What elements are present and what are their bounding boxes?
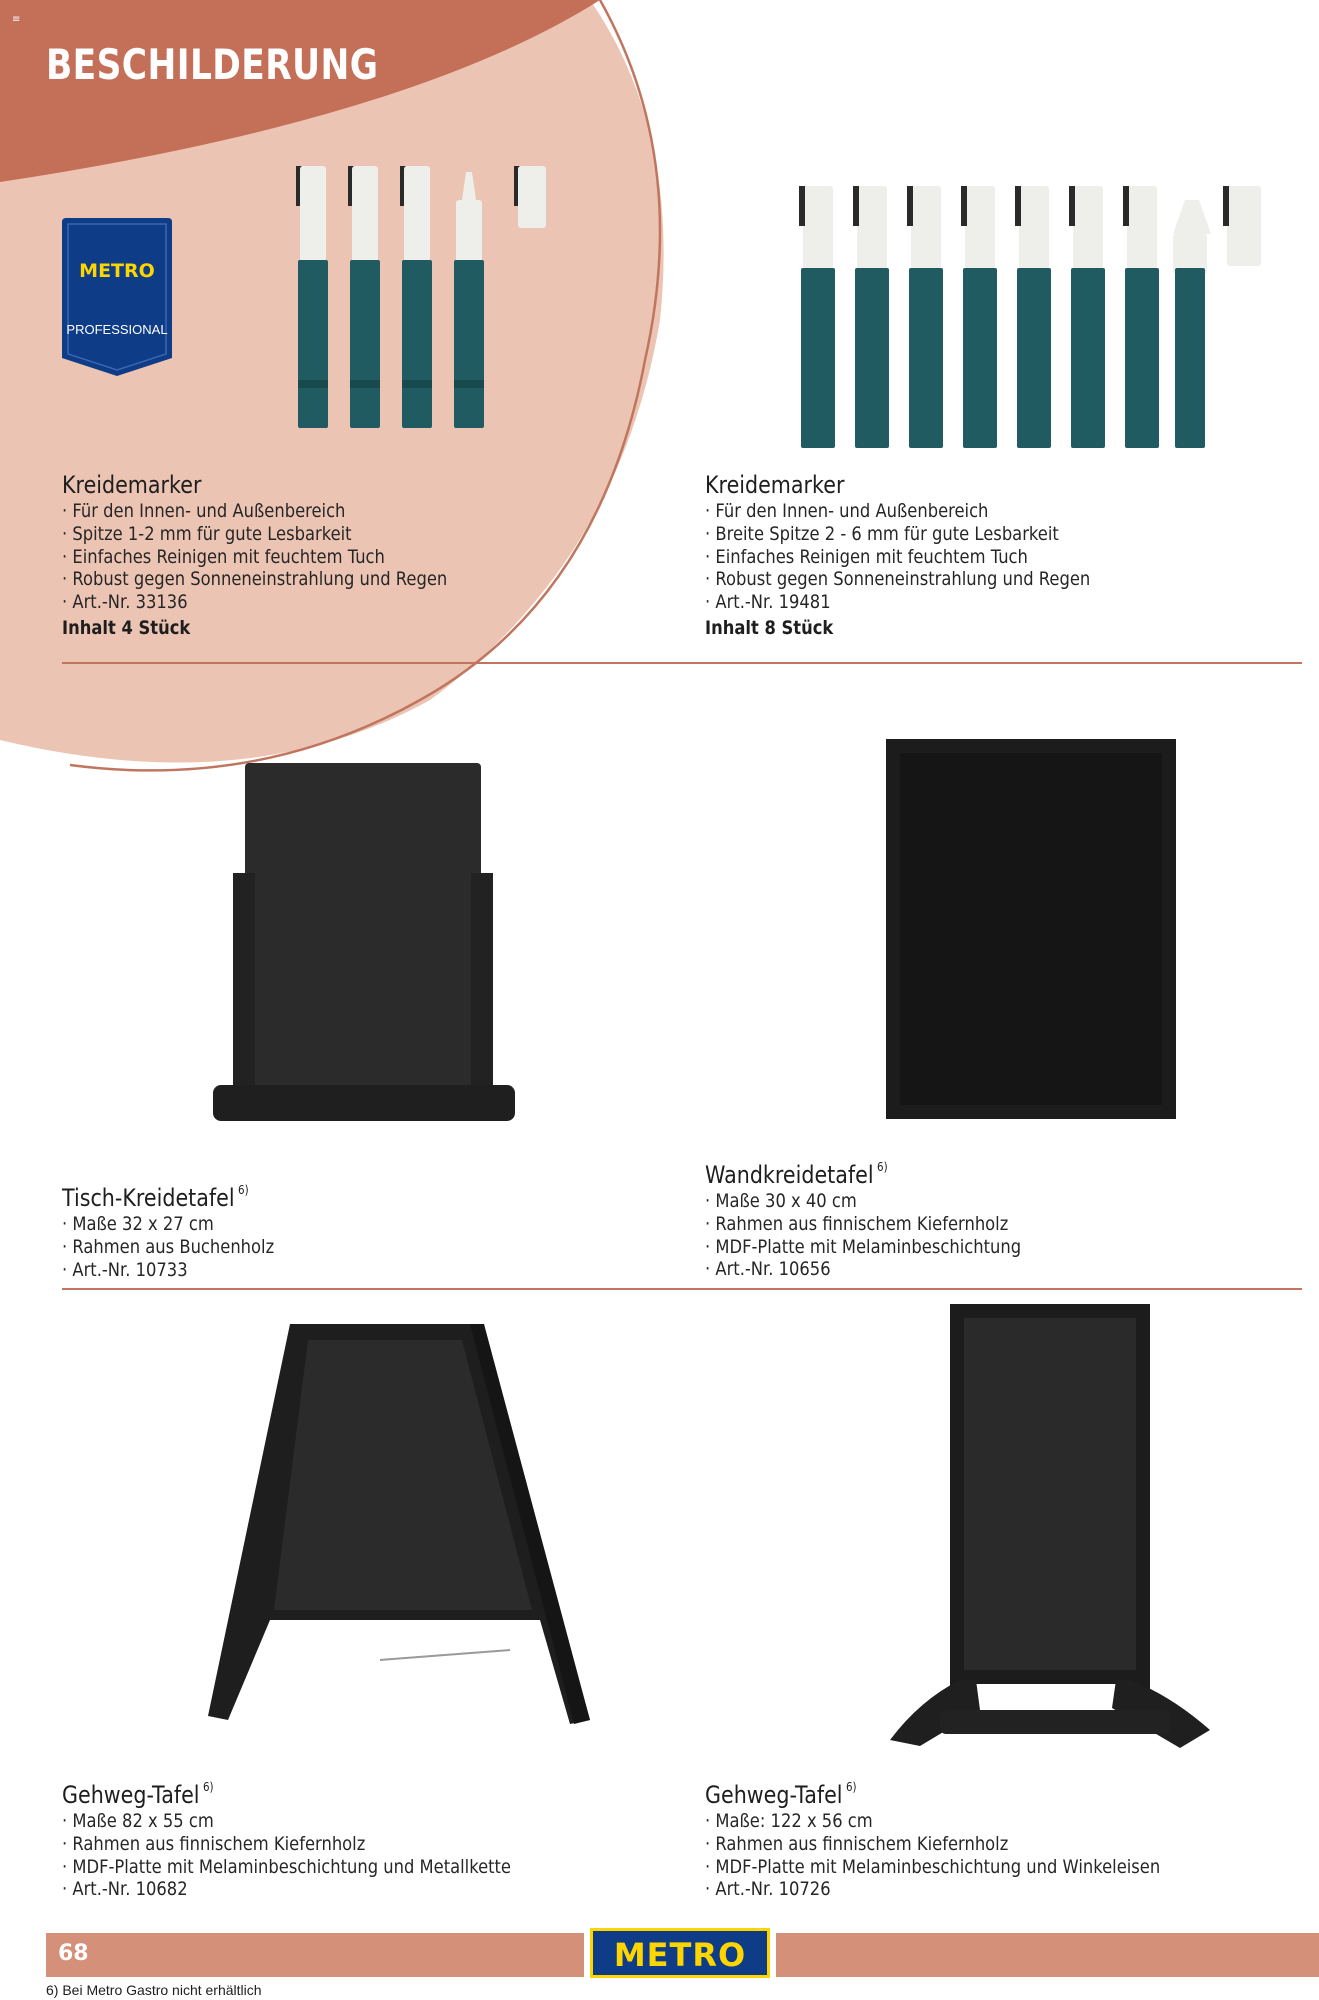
product-card-gehweg-tafel-b [705, 1772, 1305, 1901]
product-card-tisch-kreidetafel [62, 1175, 662, 1281]
feature-list [62, 500, 662, 614]
feature-item: · Maße 30 x 40 cm [705, 1190, 1221, 1213]
marker [296, 166, 328, 428]
feature-list [62, 1810, 662, 1901]
footnote-ref: 6) [845, 1780, 857, 1794]
section-divider [62, 662, 1302, 664]
footnote-ref: 6) [202, 1780, 214, 1794]
logo-text: METRO [613, 1936, 747, 1974]
footer-bar [46, 1933, 584, 1977]
metro-professional-badge [62, 218, 172, 376]
footnote-ref: 6) [877, 1160, 888, 1174]
feature-list [705, 500, 1305, 614]
marker [348, 166, 380, 428]
feature-item: · Maße: 122 x 56 cm [705, 1810, 1221, 1833]
wall-chalkboard-image [880, 735, 1180, 1125]
product-card-kreidemarker-4 [62, 470, 662, 642]
open-marker [454, 172, 484, 428]
feature-item: · Art.-Nr. 10656 [705, 1258, 1221, 1281]
feature-item: · Art.-Nr. 10733 [62, 1259, 578, 1282]
feature-list [705, 1190, 1305, 1281]
metro-logo [590, 1928, 770, 1978]
feature-item: · Art.-Nr. 10726 [705, 1878, 1221, 1901]
feature-item: · MDF-Platte mit Melaminbeschichtung [705, 1236, 1221, 1259]
chalk-marker-8-pack-image [795, 178, 1275, 458]
feature-item: · Art.-Nr. 10682 [62, 1878, 578, 1901]
feature-item: · Rahmen aus finnischem Kiefernholz [705, 1213, 1221, 1236]
chalk-marker-4-pack-image [280, 160, 560, 470]
feature-item: · Rahmen aus Buchenholz [62, 1236, 578, 1259]
product-name: Wandkreidetafel $^{6)}$ [705, 1160, 888, 1189]
product-name: Tisch-Kreidetafel $^{6)}$ [62, 1183, 249, 1212]
feature-item: · Rahmen aus finnischem Kiefernholz [62, 1833, 578, 1856]
standing-sidewalk-board-image [880, 1300, 1220, 1770]
feature-item: · Rahmen aus finnischem Kiefernholz [705, 1833, 1221, 1856]
table-chalkboard-image [205, 755, 525, 1130]
page-number: 68 [58, 1941, 89, 1966]
feature-item: · Breite Spitze 2 - 6 mm für gute Lesbarkeit [705, 523, 1221, 546]
feature-list [62, 1213, 662, 1281]
feature-item: · Spitze 1-2 mm für gute Lesbarkeit [62, 523, 578, 546]
product-name: Kreidemarker [62, 471, 202, 499]
feature-list [705, 1810, 1305, 1901]
marker-cap [514, 166, 546, 228]
badge-shield-icon [62, 218, 172, 376]
menu-icon[interactable]: ≡ [12, 14, 21, 25]
feature-item: · Für den Innen- und Außenbereich [62, 500, 578, 523]
section-divider [62, 1288, 1302, 1290]
feature-item: · Maße 82 x 55 cm [62, 1810, 578, 1833]
feature-item: · Robust gegen Sonneneinstrahlung und Regen [705, 568, 1221, 591]
feature-item: · MDF-Platte mit Melaminbeschichtung und Metallkette [62, 1856, 578, 1879]
product-name: Gehweg-Tafel $^{6)}$ [705, 1780, 857, 1809]
feature-item: · Einfaches Reinigen mit feuchtem Tuch [62, 546, 578, 569]
product-card-kreidemarker-8 [705, 470, 1305, 642]
a-frame-sidewalk-board-image [180, 1320, 600, 1740]
product-card-wandkreidetafel [705, 1152, 1305, 1281]
badge-label: PROFESSIONAL [66, 322, 168, 337]
feature-item: · Einfaches Reinigen mit feuchtem Tuch [705, 546, 1221, 569]
feature-item: · Art.-Nr. 33136 [62, 591, 578, 614]
footnote-ref: 6) [238, 1183, 249, 1197]
feature-item: · Maße 32 x 27 cm [62, 1213, 578, 1236]
feature-item: · Art.-Nr. 19481 [705, 591, 1221, 614]
feature-item: · Robust gegen Sonneneinstrahlung und Regen [62, 568, 578, 591]
marker [400, 166, 432, 428]
product-card-gehweg-tafel-a [62, 1772, 662, 1901]
product-name: Kreidemarker [705, 471, 845, 499]
page-title: BESCHILDERUNG [46, 40, 379, 89]
feature-item: · Für den Innen- und Außenbereich [705, 500, 1221, 523]
badge-brand: METRO [79, 260, 155, 282]
contents-label: Inhalt 8 Stück [705, 616, 834, 639]
footer-bar [776, 1933, 1319, 1977]
contents-label: Inhalt 4 Stück [62, 616, 191, 639]
feature-item: · MDF-Platte mit Melaminbeschichtung und Winkeleisen [705, 1856, 1221, 1879]
product-name: Gehweg-Tafel $^{6)}$ [62, 1780, 214, 1809]
footnote: 6) Bei Metro Gastro nicht erhältlich [46, 1982, 262, 1998]
